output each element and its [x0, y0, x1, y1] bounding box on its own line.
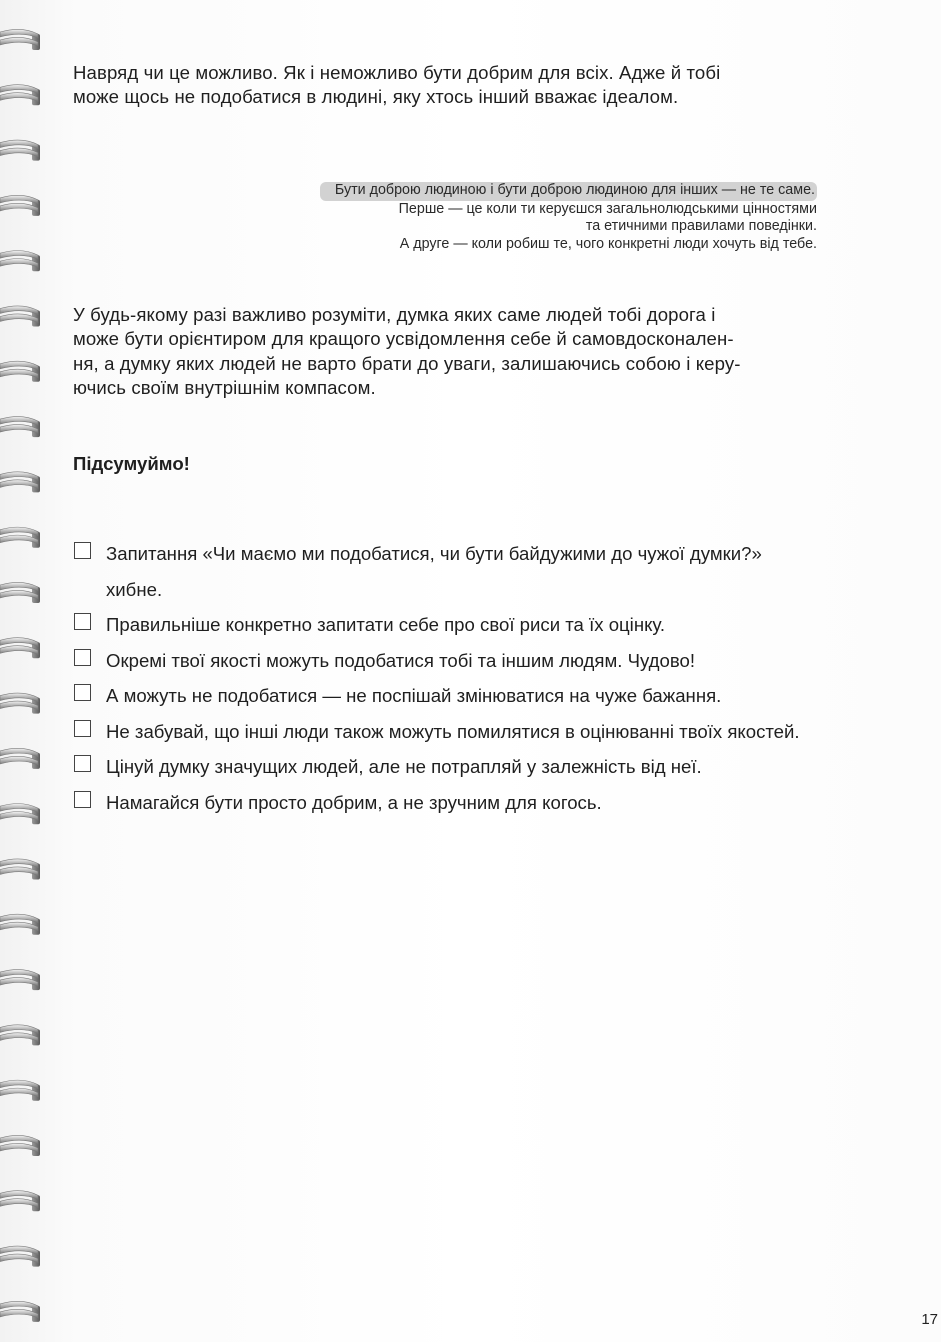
checkbox[interactable] — [74, 542, 91, 559]
checklist-item — [73, 678, 800, 714]
checklist-item — [73, 643, 800, 679]
binding-ring — [0, 29, 40, 50]
text-line: може бути орієнтиром для кращого усвідомлення себе й самовдосконален- — [73, 328, 734, 350]
binding-ring — [0, 85, 40, 106]
binding-ring — [0, 195, 40, 216]
binding-ring — [0, 804, 40, 825]
binding-ring — [0, 970, 40, 991]
text-line: ня, а думку яких людей не варто брати до уваги, залишаючись собою і керу- — [73, 352, 741, 374]
checkbox[interactable] — [74, 755, 91, 772]
binding-ring — [0, 914, 40, 935]
quote-line — [320, 182, 817, 201]
checklist-item — [73, 785, 800, 821]
intro-paragraph — [73, 61, 720, 110]
summary-heading: Підсумуймо! — [73, 453, 190, 474]
checkbox[interactable] — [74, 720, 91, 737]
binding-ring — [0, 638, 40, 659]
body-paragraph — [73, 303, 741, 400]
binding-ring — [0, 1246, 40, 1267]
summary-checklist — [73, 536, 800, 820]
binding-ring — [0, 417, 40, 438]
binding-ring — [0, 1191, 40, 1212]
checklist-item-text: А можуть не подобатися — не поспішай змінюватися на чуже бажання. — [106, 685, 722, 706]
binding-ring — [0, 1025, 40, 1046]
binding-ring — [0, 472, 40, 493]
checklist-item — [73, 749, 800, 785]
checkbox[interactable] — [74, 613, 91, 630]
binding-ring — [0, 1301, 40, 1322]
quote-line: Перше — це коли ти керуєшся загальнолюдськими цінностями — [398, 200, 817, 217]
checklist-item-text: Не забувай, що інші люди також можуть помилятися в оцінюванні твоїх якостей. — [106, 720, 800, 742]
spiral-binding-icon — [0, 0, 48, 1342]
pull-quote — [320, 182, 817, 254]
text-line: ючись своїм внутрішнім компасом. — [73, 376, 376, 398]
text-line: У будь-якому разі важливо розуміти, думка яких саме людей тобі дорога і — [73, 304, 716, 325]
checklist-item-text: хибне. — [106, 578, 163, 600]
checkbox[interactable] — [74, 684, 91, 701]
checklist-item — [73, 714, 800, 750]
binding-ring — [0, 251, 40, 272]
checklist-item-text: Окремі твої якості можуть подобатися тобі та іншим людям. Чудово! — [106, 649, 696, 671]
binding-ring — [0, 1080, 40, 1101]
checkbox[interactable] — [74, 649, 91, 666]
text-line: Навряд чи це можливо. Як і неможливо бути добрим для всіх. Адже й тобі — [73, 62, 721, 83]
checklist-item — [73, 536, 800, 607]
text-line: може щось не подобатися в людині, яку хтось інший вважає ідеалом. — [73, 86, 679, 108]
checkbox[interactable] — [74, 791, 91, 808]
checklist-item-text: Намагайся бути просто добрим, а не зручним для когось. — [106, 791, 602, 813]
binding-ring — [0, 361, 40, 382]
binding-ring — [0, 527, 40, 548]
binding-ring — [0, 748, 40, 769]
binding-ring — [0, 693, 40, 714]
binding-ring — [0, 140, 40, 161]
quote-line: та етичними правилами поведінки. — [585, 218, 817, 235]
binding-ring — [0, 306, 40, 327]
quote-highlight: Бути доброю людиною і бути доброю людиною для інших — не те саме. — [320, 182, 817, 201]
checklist-item-text: Запитання «Чи маємо ми подобатися, чи бути байдужими до чужої думки?» — [106, 543, 762, 564]
binding-ring — [0, 1135, 40, 1156]
checklist-item-text: Цінуй думку значущих людей, але не потрапляй у залежність від неї. — [106, 756, 702, 777]
binding-ring — [0, 859, 40, 880]
checklist-item — [73, 607, 800, 643]
binding-ring — [0, 582, 40, 603]
checklist-item-text: Правильніше конкретно запитати себе про свої риси та їх оцінку. — [106, 614, 666, 635]
page-number: 17 — [921, 1311, 938, 1328]
quote-line: А друге — коли робиш те, чого конкретні люди хочуть від тебе. — [399, 236, 817, 253]
